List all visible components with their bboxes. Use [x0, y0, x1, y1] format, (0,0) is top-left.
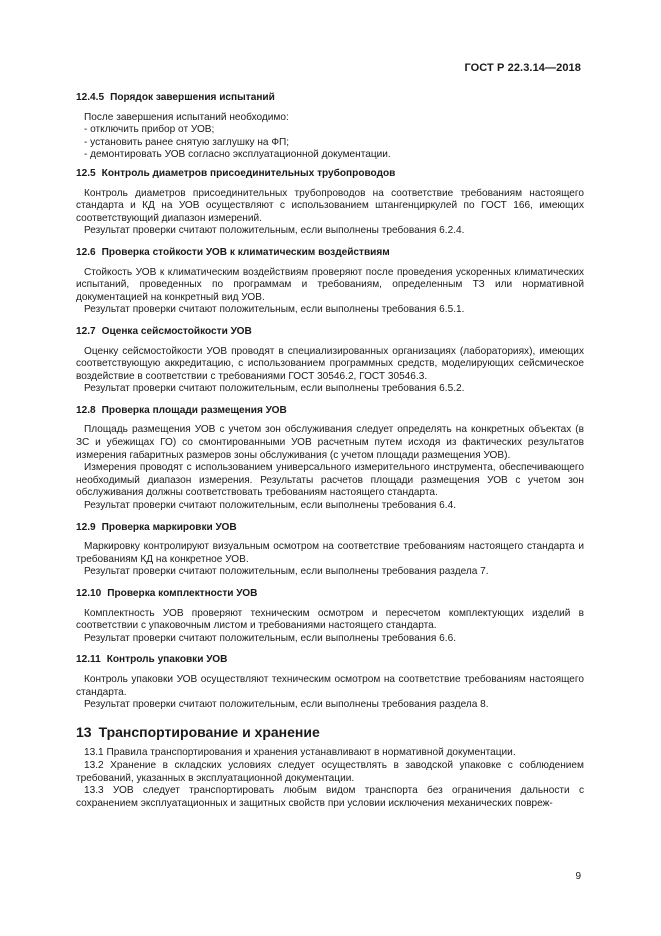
section-heading-12-8 [76, 405, 584, 418]
section-number: 12.11 [76, 654, 101, 666]
section-number: 12.7 [76, 325, 96, 337]
paragraph: 13.3 УОВ следует транспортировать любым видом транспорта без ограничения дальности с сохранением эксплуатационных и защитных свойств при условии исключения механических повреж- [76, 785, 584, 809]
paragraph: Измерения проводят с использованием универсального измерительного инструмента, обеспечивающего необходимый диапазон измерения. Результаты расчетов площади размещения УОВ с учетом зон обслуживания должны соответствовать требованиям настоящего стандарта. [76, 462, 584, 499]
paragraph: После завершения испытаний необходимо: [84, 111, 289, 123]
section-title: Проверка маркировки УОВ [101, 521, 237, 533]
chapter-number: 13 [76, 723, 92, 740]
chapter-title: Транспортирование и хранение [98, 723, 320, 740]
paragraph: Контроль диаметров присоединительных трубопроводов на соответствие требованиям настоящего стандарта и КД на УОВ осуществляют с использованием штангенциркулей по ГОСТ 166, имеющих соответствующий диапазон измерений. [76, 187, 584, 224]
section-heading-12-7 [76, 326, 584, 339]
section-heading-12-10 [76, 588, 584, 601]
list-item: - демонтировать УОВ согласно эксплуатационной документации. [84, 149, 391, 161]
paragraph: Результат проверки считают положительным, если выполнены требования 6.4. [84, 500, 457, 512]
paragraph: Площадь размещения УОВ с учетом зон обслуживания следует определять на конкретных объектах (в ЗС и убежищах ГО) со смонтированными УОВ расчетным путем исходя из фактических результатов измерения габаритных размеров зоны обслуживания (с учетом площади размещения УОВ). [76, 424, 584, 461]
section-number: 12.5 [76, 167, 96, 179]
paragraph: Стойкость УОВ к климатическим воздействиям проверяют после проведения ускоренных климатических испытаний, проведенных по программам и требованиям, определенным ТЗ или нормативной документацией на конкретный вид УОВ. [76, 266, 584, 303]
paragraph: Результат проверки считают положительным, если выполнены требования 6.5.2. [84, 383, 465, 395]
list-item: - отключить прибор от УОВ; [84, 124, 215, 136]
paragraph: Результат проверки считают положительным, если выполнены требования 6.5.1. [84, 304, 465, 316]
paragraph: Контроль упаковки УОВ осуществляют техническим осмотром на соответствие требованиям настоящего стандарта. [76, 673, 584, 698]
paragraph: Результат проверки считают положительным, если выполнены требования раздела 7. [84, 566, 489, 578]
paragraph: 13.1 Правила транспортирования и хранения устанавливают в нормативной документации. [84, 747, 516, 759]
paragraph: Оценку сейсмостойкости УОВ проводят в специализированных организациях (лабораториях), имеющих соответствующую аккредитацию, с использованием программных средств, моделирующих сейсмическое воздействие в соответствии с требованиями ГОСТ 30546.2, ГОСТ 30546.3. [76, 345, 584, 382]
section-heading-12-11 [76, 654, 584, 667]
section-title: Оценка сейсмостойкости УОВ [101, 325, 252, 337]
section-title: Порядок завершения испытаний [110, 92, 275, 103]
section-heading-12-9 [76, 522, 584, 535]
section-heading-12-6 [76, 247, 584, 260]
section-number: 12.4.5 [76, 92, 105, 103]
section-title: Проверка комплектности УОВ [107, 588, 258, 599]
section-heading-12-5 [76, 168, 584, 181]
section-title: Контроль упаковки УОВ [106, 654, 228, 666]
section-number: 12.10 [76, 588, 102, 599]
paragraph: Комплектность УОВ проверяют техническим осмотром и пересчетом комплектующих изделий в соответствии с упаковочным листом и требованиями настоящего стандарта. [76, 607, 584, 632]
section-number: 12.6 [76, 246, 96, 258]
list-item: - установить ранее снятую заглушку на ФП; [84, 136, 290, 148]
section-number: 12.8 [76, 404, 96, 416]
section-title: Контроль диаметров присоединительных трубопроводов [101, 167, 396, 179]
page-number: 9 [575, 871, 581, 882]
paragraph: Результат проверки считают положительным, если выполнены требования раздела 8. [84, 699, 489, 711]
step-list [84, 124, 584, 162]
paragraph: Маркировку контролируют визуальным осмотром на соответствие требованиям настоящего стандарта и требованиям КД на конкретное УОВ. [76, 541, 584, 565]
paragraph: Результат проверки считают положительным, если выполнены требования 6.2.4. [84, 225, 465, 237]
document-body [76, 92, 584, 810]
section-title: Проверка площади размещения УОВ [101, 404, 287, 416]
paragraph: 13.2 Хранение в складских условиях следует осуществлять в заводской упаковке с соблюдением требований, указанных в эксплуатационной документации. [76, 759, 584, 784]
section-title: Проверка стойкости УОВ к климатическим воздействиям [101, 246, 390, 258]
paragraph: Результат проверки считают положительным, если выполнены требования 6.6. [84, 632, 457, 644]
chapter-heading-13 [76, 723, 584, 740]
section-heading-12-4-5 [76, 92, 584, 105]
document-code: ГОСТ Р 22.3.14—2018 [464, 62, 581, 74]
section-number: 12.9 [76, 521, 96, 533]
